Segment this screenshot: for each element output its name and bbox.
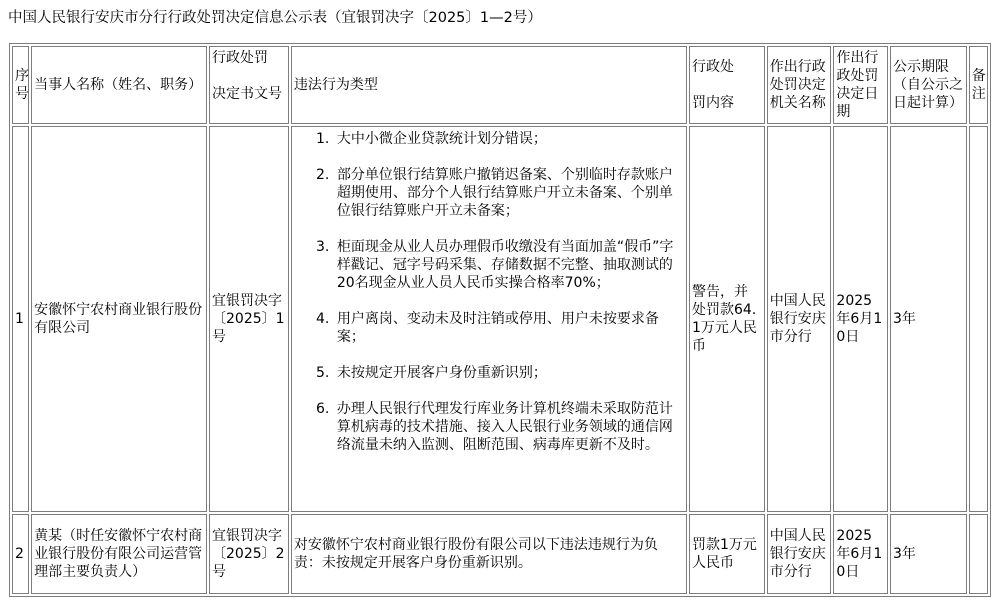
violation-item: 6. 办理人民银行代理发行库业务计算机终端未采取防范计算机病毒的技术措施、接入人民银行业务领域的通信网络流量未纳入监测、阻断范围、病毒库更新不及时。 xyxy=(334,400,678,454)
row1-penalty: 警告，并处罚款64.1万元人民币 xyxy=(689,126,765,511)
row2-note xyxy=(969,514,988,594)
violation-item: 1. 大中小微企业贷款统计划分错误； xyxy=(334,130,678,148)
table-header-row xyxy=(12,46,988,124)
header-date: 作出行政处罚决定日期 xyxy=(833,46,888,124)
header-note: 备注 xyxy=(969,46,988,124)
header-no: 序号 xyxy=(12,46,29,124)
header-penalty-content xyxy=(689,46,765,124)
header-doc-no-line2: 决定书文号 xyxy=(212,86,282,102)
header-violation-type: 违法行为类型 xyxy=(291,46,687,124)
row2-penalty: 罚款1万元人民币 xyxy=(689,514,765,594)
violation-item: 4. 用户离岗、变动未及时注销或停用、用户未按要求备案； xyxy=(334,310,678,346)
header-party: 当事人名称（姓名、职务） xyxy=(31,46,207,124)
violation-item: 2. 部分单位银行结算账户撤销迟备案、个别临时存款账户超期使用、部分个人银行结算账户开立未备案、个别单位银行结算账户开立未备案； xyxy=(334,166,678,220)
header-doc-no-line1: 行政处罚 xyxy=(212,50,268,66)
row1-no: 1 xyxy=(12,126,29,511)
header-penalty-line2: 罚内容 xyxy=(691,95,734,112)
violation-item: 3. 柜面现金从业人员办理假币收缴没有当面加盖“假币”字样戳记、冠字号码采集、存储数据不完整、抽取测试的20名现金从业人员人民币实操合格率70%； xyxy=(334,238,678,292)
row2-period: 3年 xyxy=(890,514,967,594)
row1-party: 安徽怀宁农村商业银行股份有限公司 xyxy=(31,126,207,511)
table-row xyxy=(12,514,988,594)
row1-doc-no: 宜银罚决字〔2025〕1号 xyxy=(209,126,289,511)
row1-period: 3年 xyxy=(890,126,967,511)
row1-org: 中国人民银行安庆市分行 xyxy=(767,126,832,511)
row2-party: 黄某（时任安徽怀宁农村商业银行股份有限公司运营管理部主要负责人） xyxy=(31,514,207,594)
row1-date: 2025年6月10日 xyxy=(833,126,888,511)
header-doc-no xyxy=(209,46,289,124)
row2-violation: 对安徽怀宁农村商业银行股份有限公司以下违法违规行为负责：未按规定开展客户身份重新识别。 xyxy=(291,514,687,594)
row2-doc-no: 宜银罚决字〔2025〕2号 xyxy=(209,514,289,594)
violation-item: 5. 未按规定开展客户身份重新识别； xyxy=(334,364,678,382)
row1-note xyxy=(969,126,988,511)
row2-org: 中国人民银行安庆市分行 xyxy=(767,514,832,594)
page-title: 中国人民银行安庆市分行行政处罚决定信息公示表（宜银罚决字〔2025〕1—2号） xyxy=(8,10,542,26)
row2-no: 2 xyxy=(12,514,29,594)
header-penalty-line1: 行政处 xyxy=(691,59,734,76)
row1-violations xyxy=(291,126,687,511)
header-period: 公示期限（自公示之日起计算） xyxy=(890,46,967,124)
header-org: 作出行政处罚决定机关名称 xyxy=(767,46,832,124)
violation-list xyxy=(294,130,678,454)
table-row xyxy=(12,126,988,511)
row2-date: 2025年6月10日 xyxy=(833,514,888,594)
penalty-disclosure-table xyxy=(9,43,991,597)
